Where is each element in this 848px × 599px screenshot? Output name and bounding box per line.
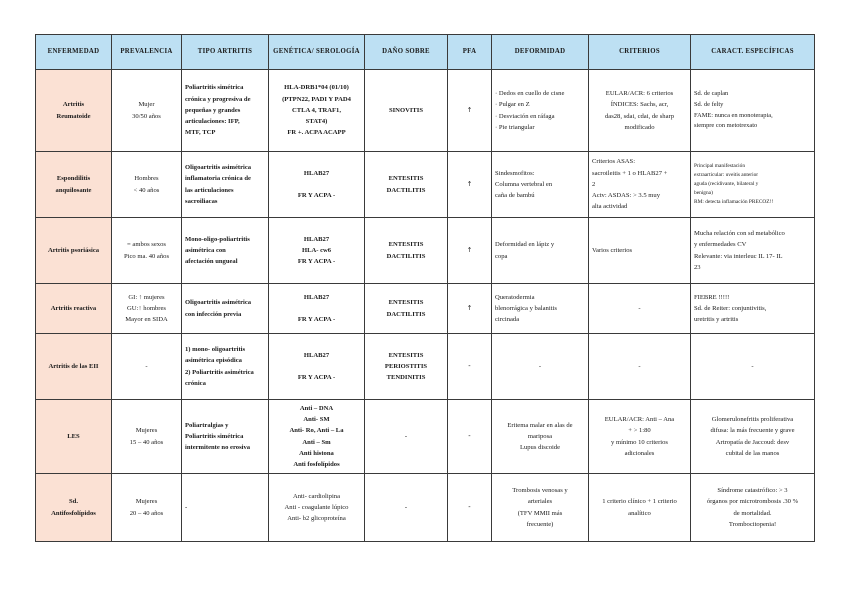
header-genetica: GENÉTICA/ SEROLOGÍA — [269, 35, 365, 70]
prevalencia-line: Mayor en SIDA — [125, 316, 168, 324]
deformidad-line: Columna vertebral en — [495, 180, 553, 188]
criterios-line: adicionales — [624, 449, 655, 457]
deformidad-line: · Pie triangular — [495, 123, 535, 131]
header-caract: CARACT. ESPECÍFICAS — [691, 35, 815, 70]
cell-tipo — [182, 284, 269, 334]
prevalencia-line: = ambos sexos — [127, 241, 166, 249]
cell-tipo — [182, 218, 269, 284]
caract-line: Sd. de felty — [694, 100, 724, 108]
caract-line: Principal manifestación — [694, 162, 746, 169]
genetica-line: HLAB27 — [303, 293, 330, 301]
cell-pfa: ↑ — [448, 218, 492, 284]
genetica-line: Anti- SM — [303, 416, 330, 424]
criterios-line: alta actividad — [592, 203, 628, 211]
header-pfa: PFA — [448, 35, 492, 70]
cell-genetica — [269, 218, 365, 284]
genetica-line: Anti fosfolípidos — [293, 460, 340, 468]
criterios-line: Actv: ASDAS: > 3.5 muy — [592, 192, 661, 200]
enfermedad-line: LES — [67, 432, 80, 440]
prevalencia-line: 30/50 años — [132, 112, 161, 120]
dano-line: ENTESITIS — [388, 241, 424, 249]
enfermedad-line: Reumatoide — [56, 112, 91, 120]
cell-caract — [691, 334, 815, 400]
cell-caract — [691, 218, 815, 284]
cell-deformidad — [492, 474, 589, 542]
dano-line: ENTESITIS — [388, 175, 424, 183]
deformidad-line: · Dedos en cuello de cisne — [495, 90, 565, 98]
prevalencia-line: Mujeres — [135, 427, 158, 435]
header-row — [36, 35, 815, 70]
table-row — [36, 70, 815, 152]
caract-line: - — [751, 362, 754, 370]
cell-dano — [365, 70, 448, 152]
cell-dano — [365, 400, 448, 474]
cell-tipo — [182, 70, 269, 152]
genetica-line: FR Y ACPA - — [297, 192, 336, 200]
enfermedad-line: Artritis — [62, 101, 85, 109]
cell-pfa: ↑ — [448, 70, 492, 152]
cell-deformidad — [492, 218, 589, 284]
table-row — [36, 218, 815, 284]
enfermedad-line: Artritis reactiva — [50, 304, 97, 312]
cell-enfermedad — [36, 474, 112, 542]
genetica-line — [272, 303, 361, 314]
prevalencia-line: GU:↑ hombres — [126, 304, 166, 312]
deformidad-line: arteriales — [527, 498, 553, 506]
cell-enfermedad — [36, 334, 112, 400]
genetica-line: FR Y ACPA - — [297, 374, 336, 382]
cell-criterios — [589, 70, 691, 152]
tipo-line: articulaciones: IFP, — [185, 118, 240, 126]
criterios-line: - — [638, 362, 641, 370]
deformidad-line: Lupus discoide — [519, 444, 561, 452]
cell-caract — [691, 152, 815, 218]
caract-line: Sd. de caplan — [694, 89, 729, 97]
tipo-line: pequeñas y grandes — [185, 106, 241, 114]
criterios-line: sacroileitis + 1 o HLAB27 + — [592, 169, 668, 177]
dano-line: ENTESITIS — [388, 299, 424, 307]
caract-line: Síndrome catastrófico: > 3 — [717, 487, 788, 495]
tipo-line: MTF, TCP — [185, 129, 216, 137]
deformidad-line: · Desviación en ráfaga — [495, 112, 555, 120]
deformidad-line: · Pulgar en Z — [495, 101, 530, 109]
cell-enfermedad — [36, 70, 112, 152]
disease-table — [35, 34, 815, 542]
caract-line: aguda (recidivante, bilateral y — [694, 180, 759, 187]
prevalencia-line: < 40 años — [133, 186, 160, 194]
tipo-line: sacroiliacas — [185, 197, 218, 205]
caract-line: difusa: la más frecuente y grave — [710, 427, 795, 435]
genetica-line: Anti – Sm — [302, 438, 331, 446]
genetica-line: Anti- b2 glicoproteína — [287, 515, 346, 523]
enfermedad-line: Antifosfolípidos — [51, 509, 96, 517]
genetica-line: Anti- Ro, Anti – La — [289, 427, 344, 435]
cell-criterios — [589, 474, 691, 542]
tipo-line: intermitente no erosiva — [185, 444, 251, 452]
cell-deformidad — [492, 70, 589, 152]
deformidad-line: - — [538, 362, 542, 370]
cell-tipo — [182, 400, 269, 474]
criterios-line: - — [638, 304, 641, 312]
caract-line: uretritis y artritis — [694, 316, 739, 324]
criterios-line: das28, sdai, cdai, de sharp — [604, 112, 675, 120]
deformidad-line: circinada — [495, 316, 520, 324]
cell-dano — [365, 474, 448, 542]
tipo-line: con infección previa — [185, 310, 242, 318]
enfermedad-line: Espondilitis — [56, 175, 91, 183]
cell-genetica — [269, 284, 365, 334]
header-deformidad: DEFORMIDAD — [492, 35, 589, 70]
genetica-line: HLAB27 — [303, 169, 330, 177]
cell-pfa: ↑ — [448, 284, 492, 334]
cell-dano — [365, 284, 448, 334]
caract-line: Glomerulonefritis proliferativa — [711, 416, 794, 424]
enfermedad-line: Artritis de las EII — [48, 362, 99, 370]
cell-criterios — [589, 284, 691, 334]
tipo-line: Mono-oligo-poliartritis — [185, 235, 250, 243]
cell-genetica — [269, 334, 365, 400]
dano-line: PERIOSTITIS — [384, 362, 428, 370]
header-prevalencia: PREVALENCIA — [112, 35, 182, 70]
genetica-line: Anti – DNA — [299, 404, 334, 412]
criterios-line: 1 criterio clínico + 1 criterio — [602, 498, 677, 506]
genetica-line: (PTPN22, PADI Y PAD4 — [282, 95, 351, 103]
tipo-line: 2) Poliartritis asimétrica — [185, 368, 254, 376]
dano-line: ENTESITIS — [388, 351, 424, 359]
genetica-line: STAT4) — [305, 118, 328, 126]
criterios-line: Criterios ASAS: — [592, 158, 636, 166]
cell-caract — [691, 474, 815, 542]
tipo-line: afectación ungueal — [185, 258, 238, 266]
cell-prevalencia — [112, 400, 182, 474]
genetica-line: Anti - coagulante lúpico — [284, 503, 349, 511]
caract-line: extraarticular: uveitis anterior — [694, 171, 759, 178]
caract-line: Relevante: via interleuc IL 17- IL — [694, 252, 783, 260]
tipo-line: 1) mono- oligoartritis — [185, 346, 246, 354]
cell-prevalencia — [112, 284, 182, 334]
criterios-line: analítico — [628, 509, 651, 517]
cell-pfa: - — [448, 400, 492, 474]
genetica-line: Anti- cardiolipina — [292, 492, 341, 500]
cell-tipo — [182, 152, 269, 218]
header-tipo-artritis: TIPO ARTRITIS — [182, 35, 269, 70]
prevalencia-line: Mujeres — [135, 498, 158, 506]
cell-tipo — [182, 474, 269, 542]
tipo-line: crónica y progresiva de — [185, 95, 251, 103]
prevalencia-line: Hombres — [134, 175, 159, 183]
criterios-line: Varios criterios — [592, 246, 633, 254]
deformidad-line: blenorrágica y balanitis — [495, 304, 557, 312]
cell-enfermedad — [36, 284, 112, 334]
genetica-line: FR +. ACPA ACAPP — [287, 129, 346, 137]
table-row — [36, 284, 815, 334]
table-row — [36, 400, 815, 474]
cell-criterios — [589, 334, 691, 400]
cell-caract — [691, 70, 815, 152]
cell-genetica — [269, 474, 365, 542]
cell-pfa: ↑ — [448, 152, 492, 218]
cell-tipo — [182, 334, 269, 400]
deformidad-line: Sindesmofitos: — [495, 169, 535, 177]
caract-line: órganos por microtrombosis .30 % — [706, 498, 799, 506]
criterios-line: EULAR/ACR: Anti – Ana — [604, 416, 675, 424]
dano-line: - — [404, 503, 408, 511]
genetica-line: CTLA 4, TRAF1, — [292, 106, 341, 114]
deformidad-line: Eritema malar en alas de — [507, 421, 573, 429]
cell-pfa: - — [448, 474, 492, 542]
cell-prevalencia — [112, 218, 182, 284]
caract-line: FIEBRE !!!!! — [694, 293, 730, 301]
genetica-line: HLAB27 — [303, 351, 330, 359]
cell-criterios — [589, 400, 691, 474]
cell-caract — [691, 284, 815, 334]
prevalencia-line: - — [145, 362, 148, 370]
deformidad-line: Deformidad en lápiz y — [495, 241, 555, 249]
header-criterios: CRITERIOS — [589, 35, 691, 70]
cell-genetica — [269, 152, 365, 218]
genetica-line: FR Y ACPA - — [297, 258, 336, 266]
cell-genetica — [269, 70, 365, 152]
caract-line: de mortalidad. — [733, 509, 772, 517]
deformidad-line: Queratodermia — [495, 293, 535, 301]
genetica-line — [272, 361, 361, 372]
deformidad-line: copa — [495, 252, 508, 260]
table-row — [36, 474, 815, 542]
table-row — [36, 334, 815, 400]
tipo-line: Oligoartritis asimétrica — [185, 164, 252, 172]
criterios-line: modificado — [624, 123, 655, 131]
cell-pfa: - — [448, 334, 492, 400]
dano-line: DACTILITIS — [386, 252, 426, 260]
tipo-line: Poliartritis simétrica — [185, 84, 244, 92]
criterios-line: 2 — [592, 180, 596, 188]
cell-deformidad — [492, 400, 589, 474]
cell-dano — [365, 334, 448, 400]
genetica-line: FR Y ACPA - — [297, 316, 336, 324]
caract-line: siempre con metotrexato — [694, 122, 758, 130]
tipo-line: asimétrica episódica — [185, 357, 242, 365]
dano-line: - — [404, 432, 408, 440]
table-row — [36, 152, 815, 218]
tipo-line: Oligoartritis asimétrica — [185, 299, 252, 307]
enfermedad-line: Sd. — [69, 498, 78, 506]
cell-deformidad — [492, 152, 589, 218]
caract-line: Mucha relación con sd metabólico — [694, 230, 785, 238]
caract-line: FAME: nunca en monoterapia, — [694, 111, 773, 119]
cell-prevalencia — [112, 334, 182, 400]
enfermedad-line: anquilosante — [55, 186, 92, 194]
deformidad-line: Trombosis venosas y — [512, 487, 568, 495]
caract-line: benigna) — [694, 190, 713, 197]
caract-line: Sd. de Reiter: conjuntivitis, — [694, 304, 767, 312]
deformidad-line: mariposa — [527, 432, 553, 440]
deformidad-line: (TFV MMII más — [517, 509, 563, 517]
tipo-line: Poliartralgias y — [185, 421, 229, 429]
genetica-line: HLA- cw6 — [301, 246, 332, 254]
enfermedad-line: Artritis psoriásica — [47, 246, 100, 254]
caract-line: Trombocitopenia! — [728, 520, 777, 528]
prevalencia-line: Pico ma. 40 años — [123, 252, 170, 260]
cell-enfermedad — [36, 152, 112, 218]
tipo-line: asimétrica con — [185, 246, 226, 254]
tipo-line: Poliartritis simétrica — [185, 432, 244, 440]
genetica-line: Anti histona — [299, 449, 334, 457]
prevalencia-line: 20 – 40 años — [129, 509, 164, 517]
caract-line: 23 — [694, 263, 701, 271]
header-dano: DAÑO SOBRE — [365, 35, 448, 70]
cell-dano — [365, 218, 448, 284]
cell-enfermedad — [36, 400, 112, 474]
criterios-line: ÍNDICES: Sachs, acr, — [610, 101, 669, 109]
cell-criterios — [589, 218, 691, 284]
cell-dano — [365, 152, 448, 218]
tipo-line: crónica — [185, 379, 206, 387]
deformidad-line: caña de bambú — [495, 192, 535, 200]
caract-line: cubital de las manos — [725, 449, 780, 457]
dano-line: DACTILITIS — [386, 310, 426, 318]
prevalencia-line: Mujer — [138, 101, 155, 109]
header-enfermedad: ENFERMEDAD — [36, 35, 112, 70]
cell-deformidad — [492, 284, 589, 334]
caract-line: Artropatía de Jaccoud: desv — [715, 438, 790, 446]
tipo-line: las articulaciones — [185, 186, 234, 194]
caract-line: RM: detecta inflamación PRECOZ!! — [694, 199, 774, 206]
cell-caract — [691, 400, 815, 474]
dano-line: SINOVITIS — [388, 106, 424, 114]
cell-enfermedad — [36, 218, 112, 284]
dano-line: DACTILITIS — [386, 186, 426, 194]
cell-genetica — [269, 400, 365, 474]
cell-prevalencia — [112, 474, 182, 542]
cell-deformidad — [492, 334, 589, 400]
prevalencia-line: 15 – 40 años — [129, 438, 164, 446]
criterios-line: + > 1:80 — [628, 427, 651, 435]
genetica-line — [272, 179, 361, 190]
criterios-line: EULAR/ACR: 6 criterios — [605, 90, 674, 98]
cell-criterios — [589, 152, 691, 218]
dano-line: TENDINITIS — [386, 374, 426, 382]
tipo-line: - — [185, 503, 188, 511]
deformidad-line: frecuente) — [526, 520, 554, 528]
cell-prevalencia — [112, 152, 182, 218]
caract-line: y enfermedades CV — [694, 241, 747, 249]
criterios-line: y mínimo 10 criterios — [611, 438, 668, 446]
prevalencia-line: GI: ↑ mujeres — [128, 293, 165, 301]
genetica-line: HLAB27 — [303, 235, 330, 243]
genetica-line: HLA-DRB1*04 (01/10) — [284, 84, 349, 92]
cell-prevalencia — [112, 70, 182, 152]
tipo-line: inflamatoria crónica de — [185, 175, 251, 183]
